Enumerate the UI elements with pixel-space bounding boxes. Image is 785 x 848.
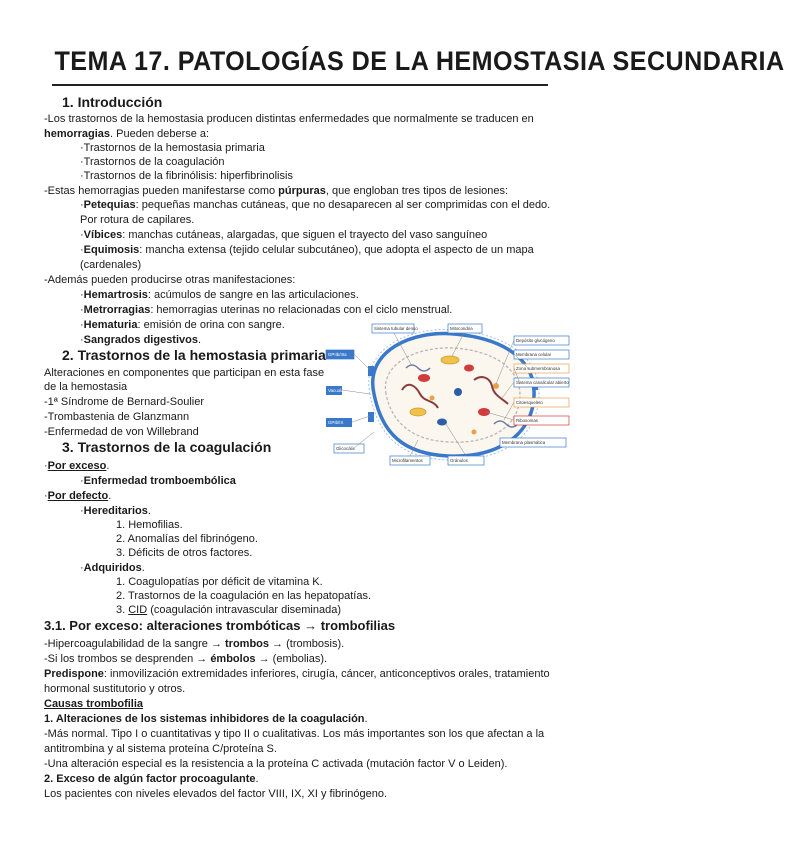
- heading-introduccion: 1. Introducción: [62, 94, 163, 110]
- list-item: ·Hereditarios.: [80, 505, 151, 517]
- text-line: antitrombina y al sistema proteína C/proteína S.: [44, 743, 277, 755]
- text-line: hormonal sustitutorio y otros.: [44, 683, 186, 695]
- granule: [418, 374, 430, 382]
- diagram-label: Sistema tubular denso: [374, 326, 418, 331]
- list-item: ·Equimosis: mancha extensa (tejido celular subcutáneo), que adopta el aspecto de un mapa: [80, 244, 534, 256]
- list-item: ·Trastornos de la hemostasia primaria: [80, 142, 265, 154]
- platelet-diagram: [324, 320, 572, 468]
- page-title: TEMA 17. PATOLOGÍAS DE LA HEMOSTASIA SECUNDARIA: [54, 46, 785, 76]
- list-item: ·Adquiridos.: [80, 562, 145, 574]
- list-item: 3. CID (coagulación intravascular diseminada): [116, 604, 342, 616]
- diagram-label: Citoesqueleto: [516, 400, 543, 405]
- text-line: ·Por defecto.: [44, 490, 112, 502]
- list-item: 2. Anomalías del fibrinógeno.: [116, 533, 258, 545]
- receptor: [368, 366, 374, 376]
- diagram-label: Sistema canalicular abierto: [516, 380, 569, 385]
- diagram-label: Glicocálix: [336, 446, 355, 451]
- list-item: (cardenales): [80, 259, 142, 271]
- list-item: ·Trastornos de la fibrinólisis: hiperfibrinolisis: [80, 170, 293, 182]
- text-line: -Hipercoagulabilidad de la sangre → trombos → (trombosis).: [44, 638, 345, 650]
- subheading: 2. Exceso de algún factor procoagulante.: [44, 773, 259, 785]
- text-line: -Trombastenia de Glanzmann: [44, 411, 190, 423]
- diagram-label: Depósito glucógeno: [516, 338, 555, 343]
- title-underline: [52, 84, 548, 86]
- list-item: 1. Hemofilias.: [116, 519, 183, 531]
- list-item: 2. Trastornos de la coagulación en las hepatopatías.: [116, 590, 372, 602]
- list-item: 1. Coagulopatías por déficit de vitamina K.: [116, 576, 323, 588]
- list-item: Por rotura de capilares.: [80, 214, 195, 226]
- diagram-label: GPIIb/IIIa: [328, 352, 347, 357]
- mitochondria: [441, 356, 459, 364]
- diagram-label: Mitocondria: [450, 326, 473, 331]
- list-item: ·Sangrados digestivos.: [80, 334, 202, 346]
- diagram-label: Membrana plasmática: [502, 440, 546, 445]
- text-line: -Una alteración especial es la resistencia a la proteína C activada (mutación factor V o Leiden).: [44, 758, 508, 770]
- diagram-label: GPIb/IX: [328, 420, 344, 425]
- text-line: -Además pueden producirse otras manifestaciones:: [44, 274, 296, 286]
- list-item: ·Hematuria: emisión de orina con sangre.: [80, 319, 285, 331]
- text-line: -Más normal. Tipo I o cuantitativas y tipo II o cualitativas. Los más importantes son los que afectan a la: [44, 728, 545, 740]
- mitochondria: [410, 408, 426, 416]
- list-item: ·Metrorragias: hemorragias uterinas no relacionadas con el ciclo menstrual.: [80, 304, 453, 316]
- glycogen: [472, 430, 477, 435]
- subheading: Causas trombofilia: [44, 698, 144, 710]
- diagram-label: Gránulos: [450, 458, 468, 463]
- heading-coagulacion: 3. Trastornos de la coagulación: [62, 439, 272, 455]
- text-line: hemorragias. Pueden deberse a:: [44, 128, 210, 140]
- text-line: -Los trastornos de la hemostasia producen distintas enfermedades que normalmente se traducen en: [44, 113, 534, 125]
- granule: [454, 388, 462, 396]
- list-item: 3. Déficits de otros factores.: [116, 547, 253, 559]
- list-item: ·Hemartrosis: acúmulos de sangre en las articulaciones.: [80, 289, 359, 301]
- subheading: 1. Alteraciones de los sistemas inhibidores de la coagulación.: [44, 713, 368, 725]
- list-item: ·Víbices: manchas cutáneas, alargadas, que siguen el trayecto del vaso sanguíneo: [80, 229, 488, 241]
- heading-trombofilias: 3.1. Por exceso: alteraciones trombóticas → trombofilias: [44, 618, 396, 633]
- diagram-label: Microfilamentos: [392, 458, 423, 463]
- diagram-label: Membrana celular: [516, 352, 552, 357]
- heading-hemostasia-primaria: 2. Trastornos de la hemostasia primaria: [62, 347, 326, 363]
- text-line: -Si los trombos se desprenden → émbolos → (embolias).: [44, 653, 328, 665]
- text-line: ·Por exceso.: [44, 460, 110, 472]
- diagram-label: Vacuola: [328, 388, 344, 393]
- receptor: [368, 412, 374, 422]
- text-line: -1ª Síndrome de Bernard-Soulier: [44, 396, 204, 408]
- glycogen: [430, 396, 435, 401]
- list-item: ·Petequias: pequeñas manchas cutáneas, que no desaparecen al ser comprimidas con el dedo.: [80, 199, 551, 211]
- text-line: Los pacientes con niveles elevados del factor VIII, IX, XI y fibrinógeno.: [44, 788, 388, 800]
- text-line: -Enfermedad de von Willebrand: [44, 426, 199, 438]
- diagram-label: Ribosomas: [516, 418, 538, 423]
- text-line: -Estas hemorragias pueden manifestarse como púrpuras, que engloban tres tipos de lesiones:: [44, 185, 509, 197]
- granule: [437, 419, 447, 426]
- granule: [464, 365, 474, 372]
- text-line: de la hemostasia: [44, 381, 128, 393]
- list-item: ·Trastornos de la coagulación: [80, 156, 225, 168]
- list-item: ·Enfermedad tromboembólica: [80, 475, 236, 487]
- diagram-label: Zona submembranosa: [516, 366, 560, 371]
- text-line: Alteraciones en componentes que participan en esta fase: [44, 367, 325, 379]
- granule: [478, 408, 490, 416]
- text-line: Predispone: inmovilización extremidades inferiores, cirugía, cáncer, anticonceptivos orales, tratamiento: [44, 668, 550, 680]
